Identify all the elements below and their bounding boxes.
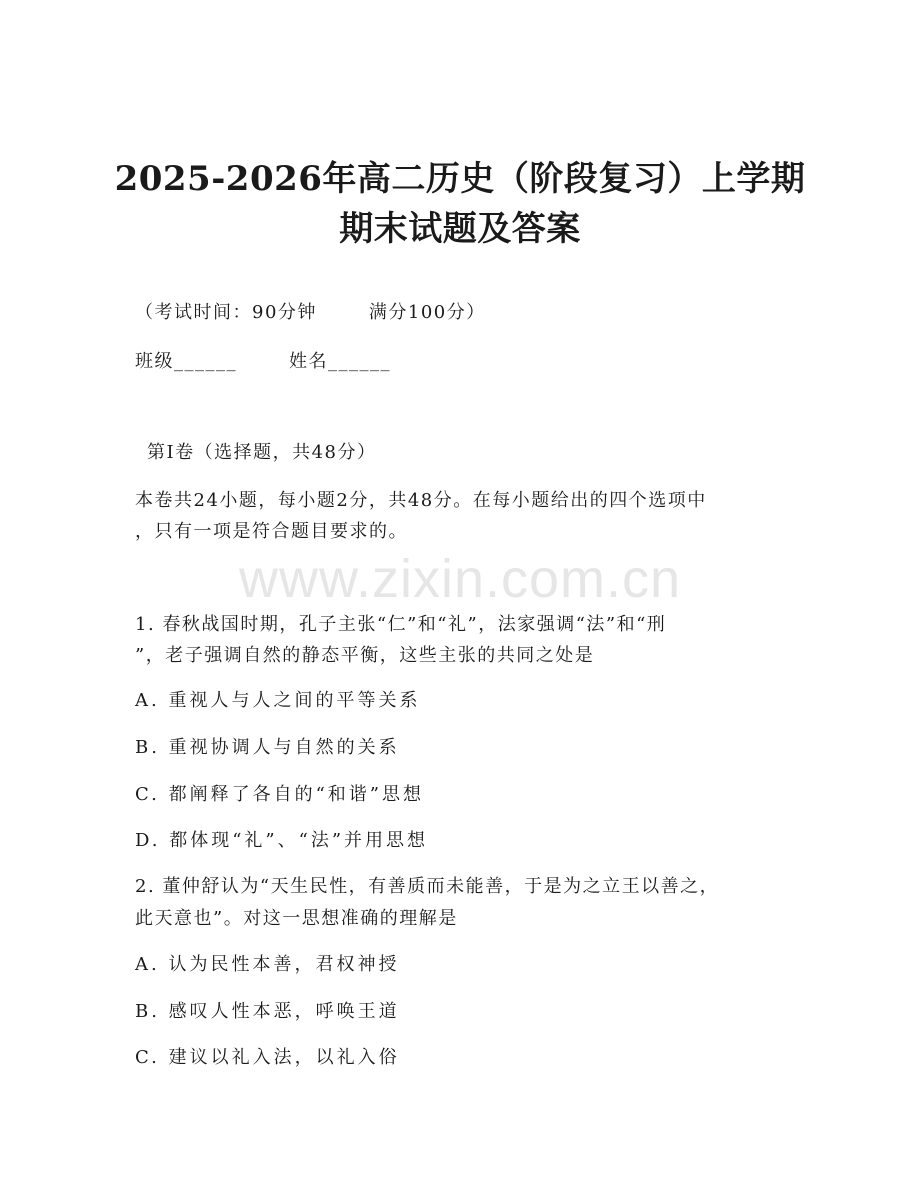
site-watermark: www.zixin.com.cn xyxy=(238,549,682,609)
exam-info-row xyxy=(135,300,486,326)
question-1-option-b: B. 重视协调人与自然的关系 xyxy=(135,737,400,758)
question-2-option-a: A. 认为民性本善，君权神授 xyxy=(135,954,400,975)
question-1-option-a: A. 重视人与人之间的平等关系 xyxy=(135,690,421,711)
exam-time: （考试时间：90分钟 xyxy=(135,302,317,323)
question-2-stem-line1: 2. 董仲舒认为“天生民性，有善质而未能善，于是为之立王以善之， xyxy=(135,876,720,897)
question-1-option-c: C. 都阐释了各自的“和谐”思想 xyxy=(135,784,424,805)
question-2-stem-line2: 此天意也”。对这一思想准确的理解是 xyxy=(135,908,458,929)
exam-title-line1: 2025-2026年高二历史（阶段复习）上学期 xyxy=(114,159,806,199)
student-info-row xyxy=(135,349,391,375)
section-instruction-line2: ，只有一项是符合题目要求的。 xyxy=(135,521,408,542)
question-1-option-d: D. 都体现“礼”、“法”并用思想 xyxy=(135,830,429,851)
question-2-option-b: B. 感叹人性本恶，呼唤王道 xyxy=(135,1001,400,1022)
exam-title-line2: 期末试题及答案 xyxy=(339,209,581,249)
class-field: 班级______ xyxy=(135,351,237,372)
exam-full-score: 满分100分） xyxy=(368,302,486,323)
section-heading: 第I卷（选择题，共48分） xyxy=(147,442,377,463)
question-2-option-c: C. 建议以礼入法，以礼入俗 xyxy=(135,1047,400,1068)
name-field: 姓名______ xyxy=(289,351,391,372)
question-1-stem-line1: 1. 春秋战国时期，孔子主张“仁”和“礼”，法家强调“法”和“刑 xyxy=(135,614,667,635)
question-1-stem-line2: ”，老子强调自然的静态平衡，这些主张的共同之处是 xyxy=(135,645,595,666)
section-instruction-line1: 本卷共24小题，每小题2分，共48分。在每小题给出的四个选项中 xyxy=(135,490,707,511)
